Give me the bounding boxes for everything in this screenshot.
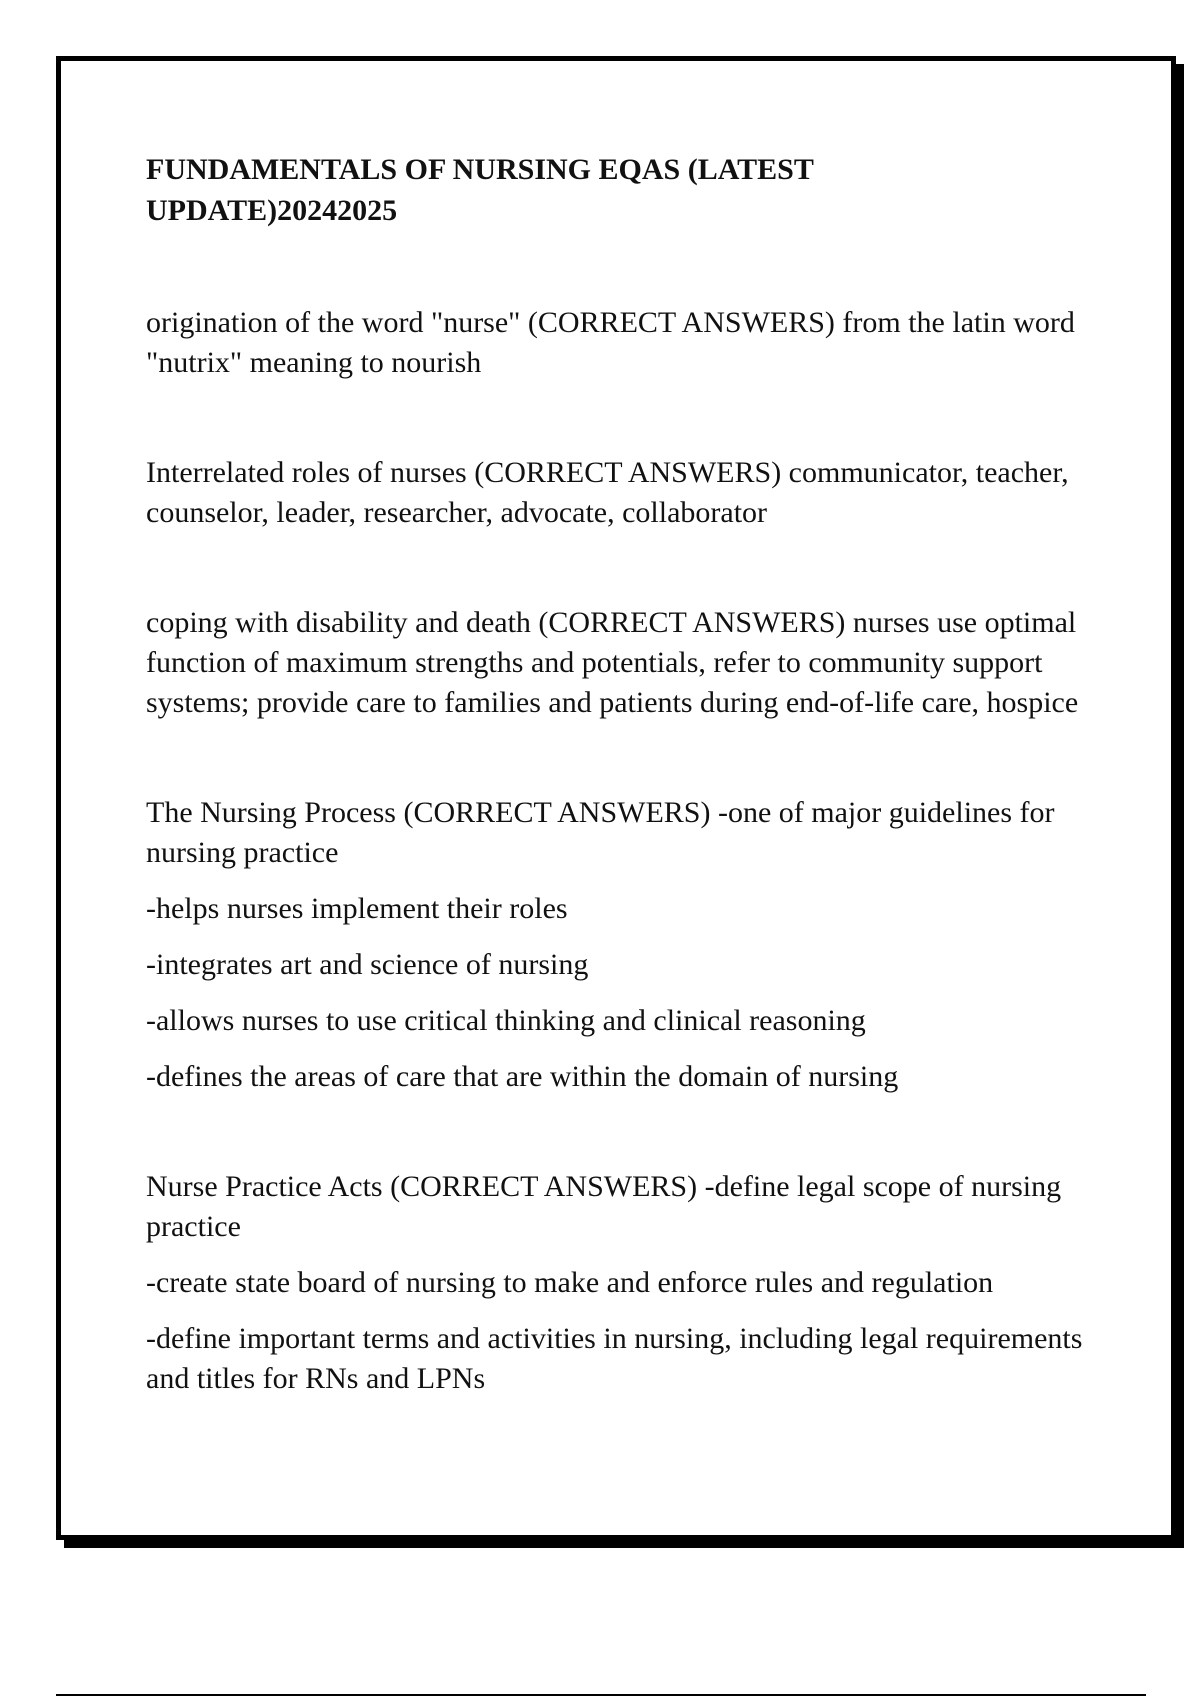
qa-text: Interrelated roles of nurses (CORRECT ANSWERS) communicator, teacher, counselor, leader, researcher, advocate, collaborator [146, 456, 1069, 529]
qa-text: origination of the word "nurse" (CORRECT ANSWERS) from the latin word "nutrix" meaning to nourish [146, 306, 1075, 379]
qa-text: The Nursing Process (CORRECT ANSWERS) -one of major guidelines for nursing practice [146, 796, 1055, 869]
qa-entry-practice-acts [146, 1167, 1096, 1399]
qa-text: Nurse Practice Acts (CORRECT ANSWERS) -define legal scope of nursing practice [146, 1170, 1062, 1243]
qa-entry-nurse-origin [146, 303, 1096, 383]
qa-entry-coping [146, 603, 1096, 723]
qa-entry-roles [146, 453, 1096, 533]
qa-text: coping with disability and death (CORRECT ANSWERS) nurses use optimal function of maximum strengths and potentials, refer to community support systems; provide care to families and patients during end-of-life care, hospice [146, 606, 1079, 719]
document-title: FUNDAMENTALS OF NURSING EQAS (LATEST UPDATE)20242025 [146, 153, 814, 227]
qa-point: -integrates art and science of nursing [146, 948, 589, 981]
document-content [146, 149, 1096, 1469]
qa-point: -allows nurses to use critical thinking and clinical reasoning [146, 1004, 866, 1037]
footer-divider [56, 1694, 1146, 1696]
qa-entry-nursing-process [146, 793, 1096, 1097]
document-page [56, 56, 1176, 1540]
qa-point: -defines the areas of care that are within the domain of nursing [146, 1060, 899, 1093]
qa-point: -create state board of nursing to make and enforce rules and regulation [146, 1266, 994, 1299]
qa-point: -helps nurses implement their roles [146, 892, 568, 925]
qa-point: -define important terms and activities in nursing, including legal requirements and titles for RNs and LPNs [146, 1322, 1083, 1395]
